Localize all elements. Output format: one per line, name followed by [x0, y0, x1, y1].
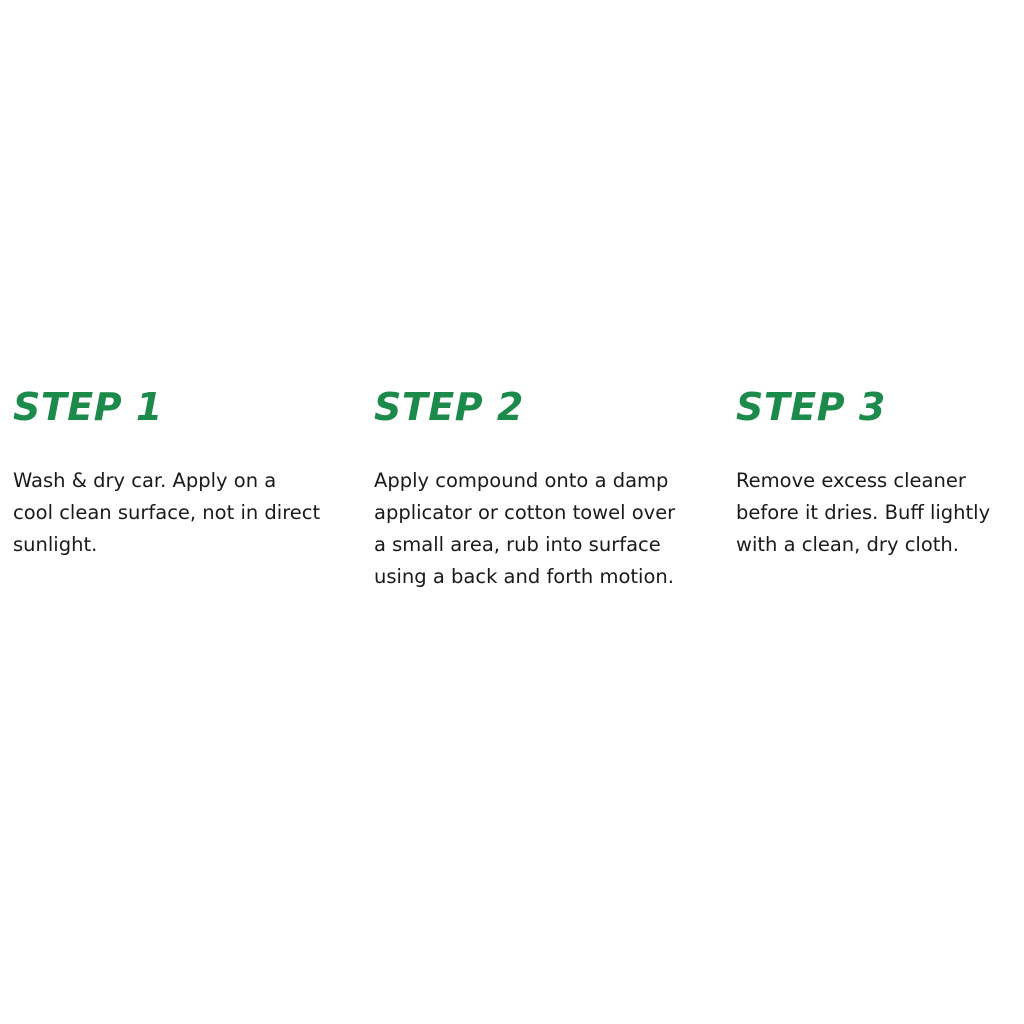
step-1-body: Wash & dry car. Apply on a cool clean surface, not in direct sunlight. [13, 469, 321, 556]
step-card-1 [0, 385, 362, 561]
step-card-3 [723, 385, 1024, 561]
step-3-title: STEP 3 [736, 385, 886, 429]
step-card-2 [362, 385, 723, 593]
step-3-body: Remove excess cleaner before it dries. Buff lightly with a clean, dry cloth. [736, 469, 991, 556]
steps-container [0, 385, 1024, 593]
step-2-title: STEP 2 [374, 385, 524, 429]
step-2-body: Apply compound onto a damp applicator or cotton towel over a small area, rub into surface using a back and forth motion. [374, 469, 676, 588]
step-1-title: STEP 1 [13, 385, 163, 429]
